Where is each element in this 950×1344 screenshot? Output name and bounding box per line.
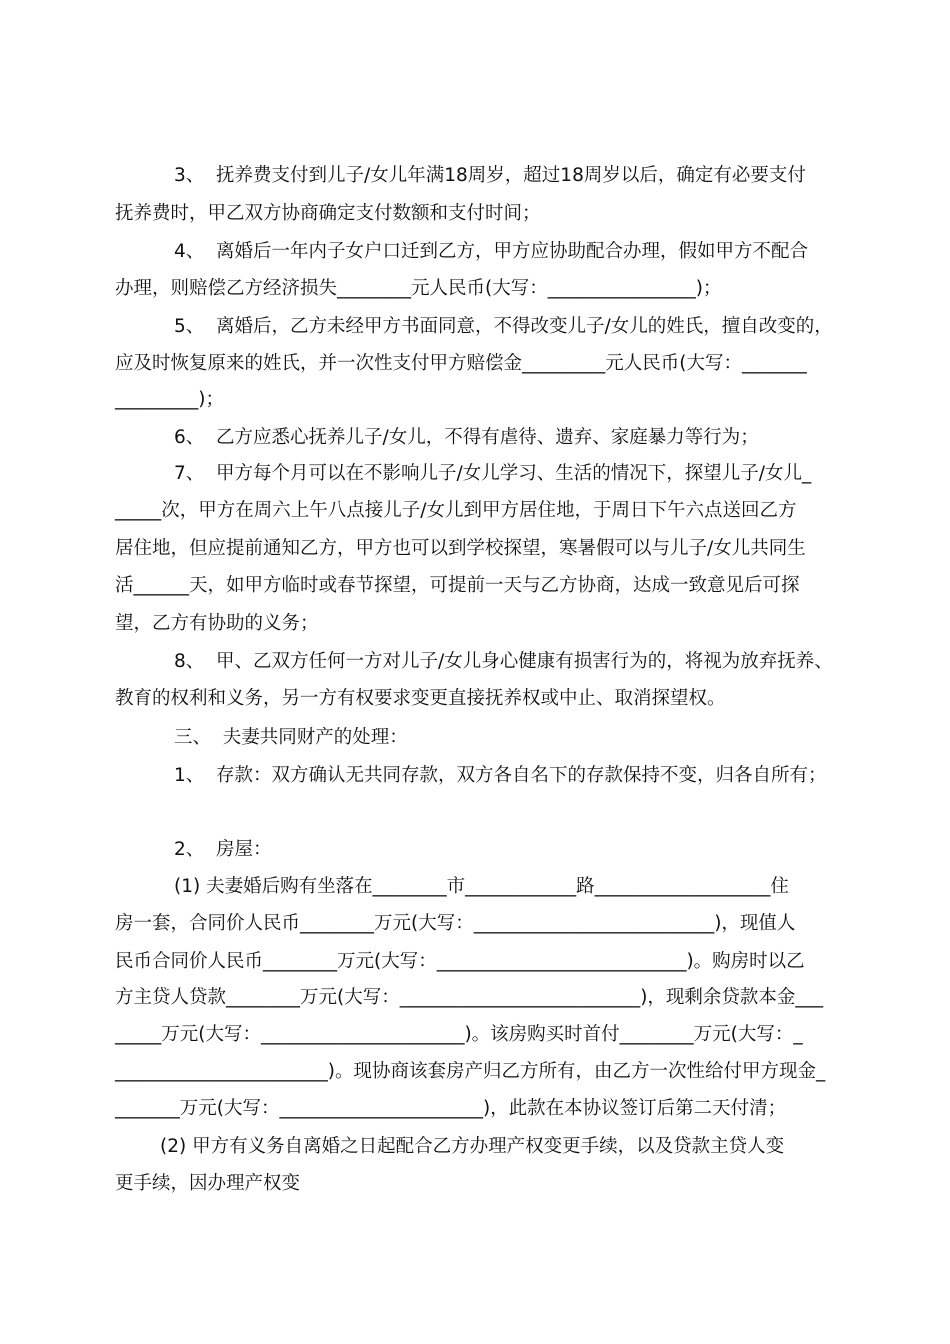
- doc-line: 8、 甲、乙双方任何一方对儿子/女儿身心健康有损害行为的，将视为放弃抚养、: [174, 651, 833, 672]
- doc-line: _____万元(大写：______________________)。该房购买时首付________万元(大写：_: [115, 1024, 803, 1045]
- doc-line: _____次，甲方在周六上午八点接儿子/女儿到甲方居住地，于周日下午六点送回乙方: [115, 500, 797, 521]
- doc-line: 7、 甲方每个月可以在不影响儿子/女儿学习、生活的情况下，探望儿子/女儿_: [174, 463, 812, 484]
- doc-line: 6、 乙方应悉心抚养儿子/女儿，不得有虐待、遗弃、家庭暴力等行为；: [174, 427, 759, 448]
- doc-line: 1、 存款：双方确认无共同存款，双方各自名下的存款保持不变，归各自所有；: [174, 765, 827, 786]
- doc-line: 更手续，因办理产权变: [115, 1173, 301, 1194]
- section-heading: 三、 夫妻共同财产的处理：: [174, 727, 408, 748]
- doc-line: _______________________)。现协商该套房产归乙方所有，由乙方一次性给付甲方现金_: [115, 1061, 826, 1082]
- doc-line: 5、 离婚后，乙方未经甲方书面同意，不得改变儿子/女儿的姓氏，擅自改变的，: [174, 316, 833, 337]
- doc-line: 教育的权利和义务，另一方有权要求变更直接抚养权或中止、取消探望权。: [115, 688, 726, 709]
- doc-line: 居住地，但应提前通知乙方，甲方也可以到学校探望，寒暑假可以与儿子/女儿共同生: [115, 538, 806, 559]
- doc-line: (2) 甲方有义务自离婚之日起配合乙方办理产权变更手续，以及贷款主贷人变: [160, 1136, 785, 1157]
- doc-line: 2、 房屋：: [174, 839, 272, 860]
- doc-line: 民币合同价人民币________万元(大写：___________________________)。购房时以乙: [115, 951, 805, 972]
- doc-line: 望，乙方有协助的义务；: [115, 613, 319, 634]
- doc-line: 抚养费时，甲乙双方协商确定支付数额和支付时间；: [115, 203, 541, 224]
- doc-line: 应及时恢复原来的姓氏，并一次性支付甲方赔偿金_________元人民币(大写：_______: [115, 353, 807, 374]
- doc-line: (1) 夫妻婚后购有坐落在________市____________路___________________住: [174, 876, 789, 897]
- doc-line: 活______天，如甲方临时或春节探望，可提前一天与乙方协商，达成一致意见后可探: [115, 575, 800, 596]
- doc-line: 3、 抚养费支付到儿子/女儿年满18周岁，超过18周岁以后，确定有必要支付: [174, 165, 806, 186]
- doc-line: 办理，则赔偿乙方经济损失________元人民币(大写：________________)；: [115, 278, 722, 299]
- doc-line: _________)；: [115, 389, 224, 410]
- doc-line: 方主贷人贷款________万元(大写：__________________________)，现剩余贷款本金___: [115, 987, 824, 1008]
- doc-line: 房一套，合同价人民币________万元(大写：__________________________)，现值人: [115, 913, 796, 934]
- doc-line: _______万元(大写：______________________)，此款在本协议签订后第二天付清；: [115, 1098, 787, 1119]
- doc-line: 4、 离婚后一年内子女户口迁到乙方，甲方应协助配合办理，假如甲方不配合: [174, 241, 809, 262]
